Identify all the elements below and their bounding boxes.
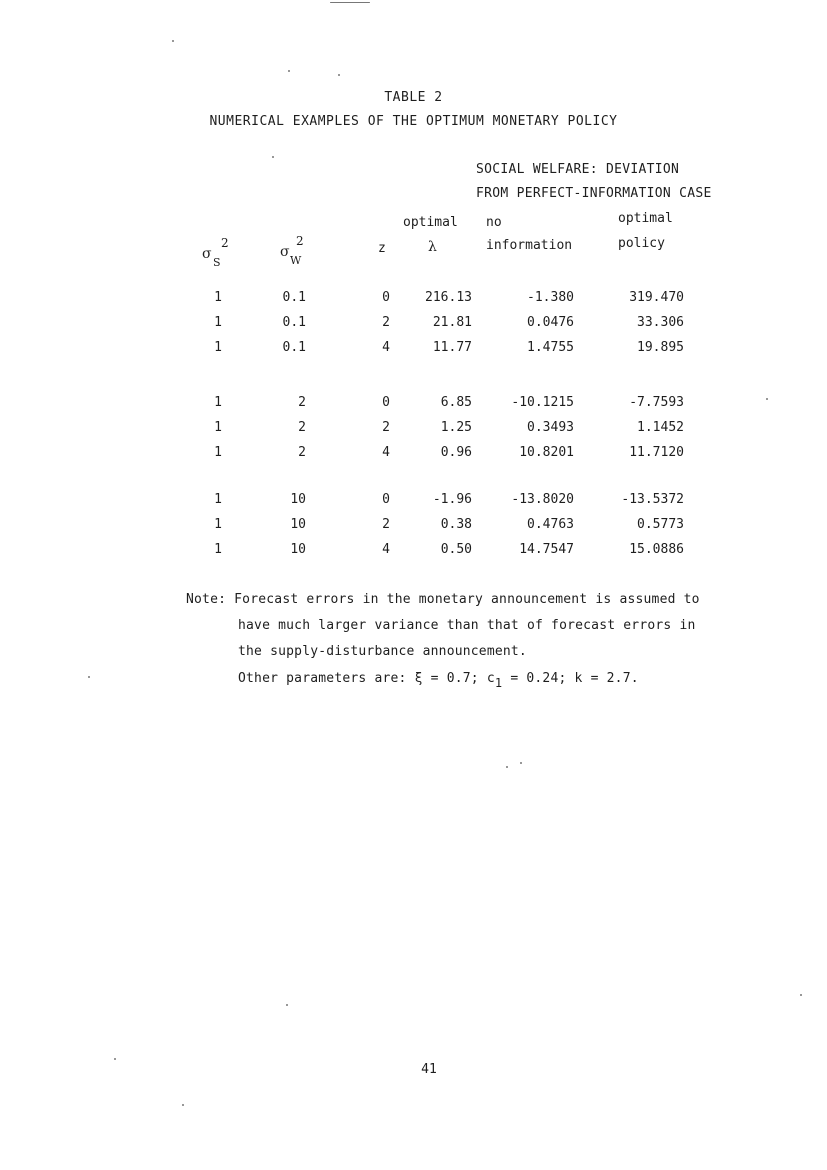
cell-lambda: 0.38 <box>440 517 472 532</box>
note-line-4-prefix: Other parameters are: ξ = 0.7; c <box>238 671 495 686</box>
cell-lambda: 0.96 <box>440 445 472 460</box>
cell-optimal-policy: 1.1452 <box>637 420 684 435</box>
note-line-4-suffix: = 0.24; k = 2.7. <box>502 671 639 686</box>
cell-optimal-policy: 0.5773 <box>637 517 684 532</box>
cell-sigma-w: 10 <box>290 492 306 507</box>
sigma-w-superscript: 2 <box>296 234 304 248</box>
noinfo-header-top: no <box>486 215 502 230</box>
cell-no-information: 1.4755 <box>527 340 574 355</box>
sigma-s-subscript: S <box>213 256 221 269</box>
note-line-3: the supply-disturbance announcement. <box>238 644 527 659</box>
sigma-s-header <box>202 236 229 269</box>
cell-z: 0 <box>382 492 390 507</box>
cell-sigma-s: 1 <box>214 395 222 410</box>
note-c-subscript: 1 <box>494 676 503 690</box>
cell-z: 2 <box>382 420 390 435</box>
cell-sigma-w: 10 <box>290 517 306 532</box>
cell-sigma-s: 1 <box>214 290 222 305</box>
page-number: 41 <box>421 1062 437 1077</box>
welfare-header-line2: FROM PERFECT-INFORMATION CASE <box>476 186 712 201</box>
cell-z: 4 <box>382 542 390 557</box>
cell-sigma-s: 1 <box>214 445 222 460</box>
cell-optimal-policy: 15.0886 <box>629 542 684 557</box>
sigma-s-symbol: σ <box>202 246 212 262</box>
cell-sigma-s: 1 <box>214 517 222 532</box>
cell-sigma-s: 1 <box>214 542 222 557</box>
cell-no-information: 10.8201 <box>519 445 574 460</box>
cell-sigma-w: 10 <box>290 542 306 557</box>
cell-lambda: 6.85 <box>440 395 472 410</box>
sigma-w-header <box>280 234 304 267</box>
cell-lambda: 21.81 <box>432 315 472 330</box>
cell-sigma-w: 0.1 <box>282 340 306 355</box>
table-note <box>186 587 700 692</box>
lambda-header-top: optimal <box>403 215 458 230</box>
table-label: TABLE 2 <box>384 90 443 105</box>
cell-sigma-w: 2 <box>298 445 306 460</box>
cell-sigma-s: 1 <box>214 420 222 435</box>
cell-sigma-s: 1 <box>214 492 222 507</box>
cell-sigma-w: 2 <box>298 395 306 410</box>
cell-z: 2 <box>382 517 390 532</box>
noinfo-header-bottom: information <box>486 238 573 253</box>
note-line-4 <box>186 665 700 692</box>
cell-optimal-policy: 11.7120 <box>629 445 684 460</box>
cell-lambda: 216.13 <box>425 290 472 305</box>
cell-z: 4 <box>382 445 390 460</box>
z-header: z <box>378 241 386 256</box>
table-title: NUMERICAL EXAMPLES OF THE OPTIMUM MONETARY POLICY <box>209 114 618 129</box>
cell-z: 4 <box>382 340 390 355</box>
cell-z: 2 <box>382 315 390 330</box>
cell-sigma-s: 1 <box>214 315 222 330</box>
cell-no-information: 14.7547 <box>519 542 574 557</box>
cell-optimal-policy: -13.5372 <box>621 492 684 507</box>
cell-sigma-s: 1 <box>214 340 222 355</box>
cell-no-information: 0.0476 <box>527 315 574 330</box>
cell-no-information: -10.1215 <box>511 395 574 410</box>
optpol-header-bottom: policy <box>618 236 665 251</box>
cell-z: 0 <box>382 395 390 410</box>
cell-lambda: 1.25 <box>440 420 472 435</box>
cell-lambda: 0.50 <box>440 542 472 557</box>
cell-sigma-w: 0.1 <box>282 315 306 330</box>
sigma-s-superscript: 2 <box>221 236 229 250</box>
cell-no-information: -1.380 <box>527 290 574 305</box>
cell-lambda: -1.96 <box>432 492 472 507</box>
sigma-w-symbol: σ <box>280 244 290 260</box>
cell-optimal-policy: 319.470 <box>629 290 684 305</box>
welfare-header-line1: SOCIAL WELFARE: DEVIATION <box>476 162 680 177</box>
lambda-header-bottom: λ <box>428 239 437 255</box>
cell-optimal-policy: 19.895 <box>637 340 684 355</box>
cell-no-information: 0.3493 <box>527 420 574 435</box>
cell-lambda: 11.77 <box>432 340 472 355</box>
cell-no-information: 0.4763 <box>527 517 574 532</box>
optpol-header-top: optimal <box>618 211 673 226</box>
note-line-1: Note: Forecast errors in the monetary announcement is assumed to <box>186 592 700 607</box>
sigma-w-subscript: W <box>290 254 302 267</box>
note-line-2: have much larger variance than that of forecast errors in <box>238 618 696 633</box>
cell-no-information: -13.8020 <box>511 492 574 507</box>
cell-sigma-w: 0.1 <box>282 290 306 305</box>
cell-z: 0 <box>382 290 390 305</box>
cell-sigma-w: 2 <box>298 420 306 435</box>
cell-optimal-policy: 33.306 <box>637 315 684 330</box>
cell-optimal-policy: -7.7593 <box>629 395 684 410</box>
